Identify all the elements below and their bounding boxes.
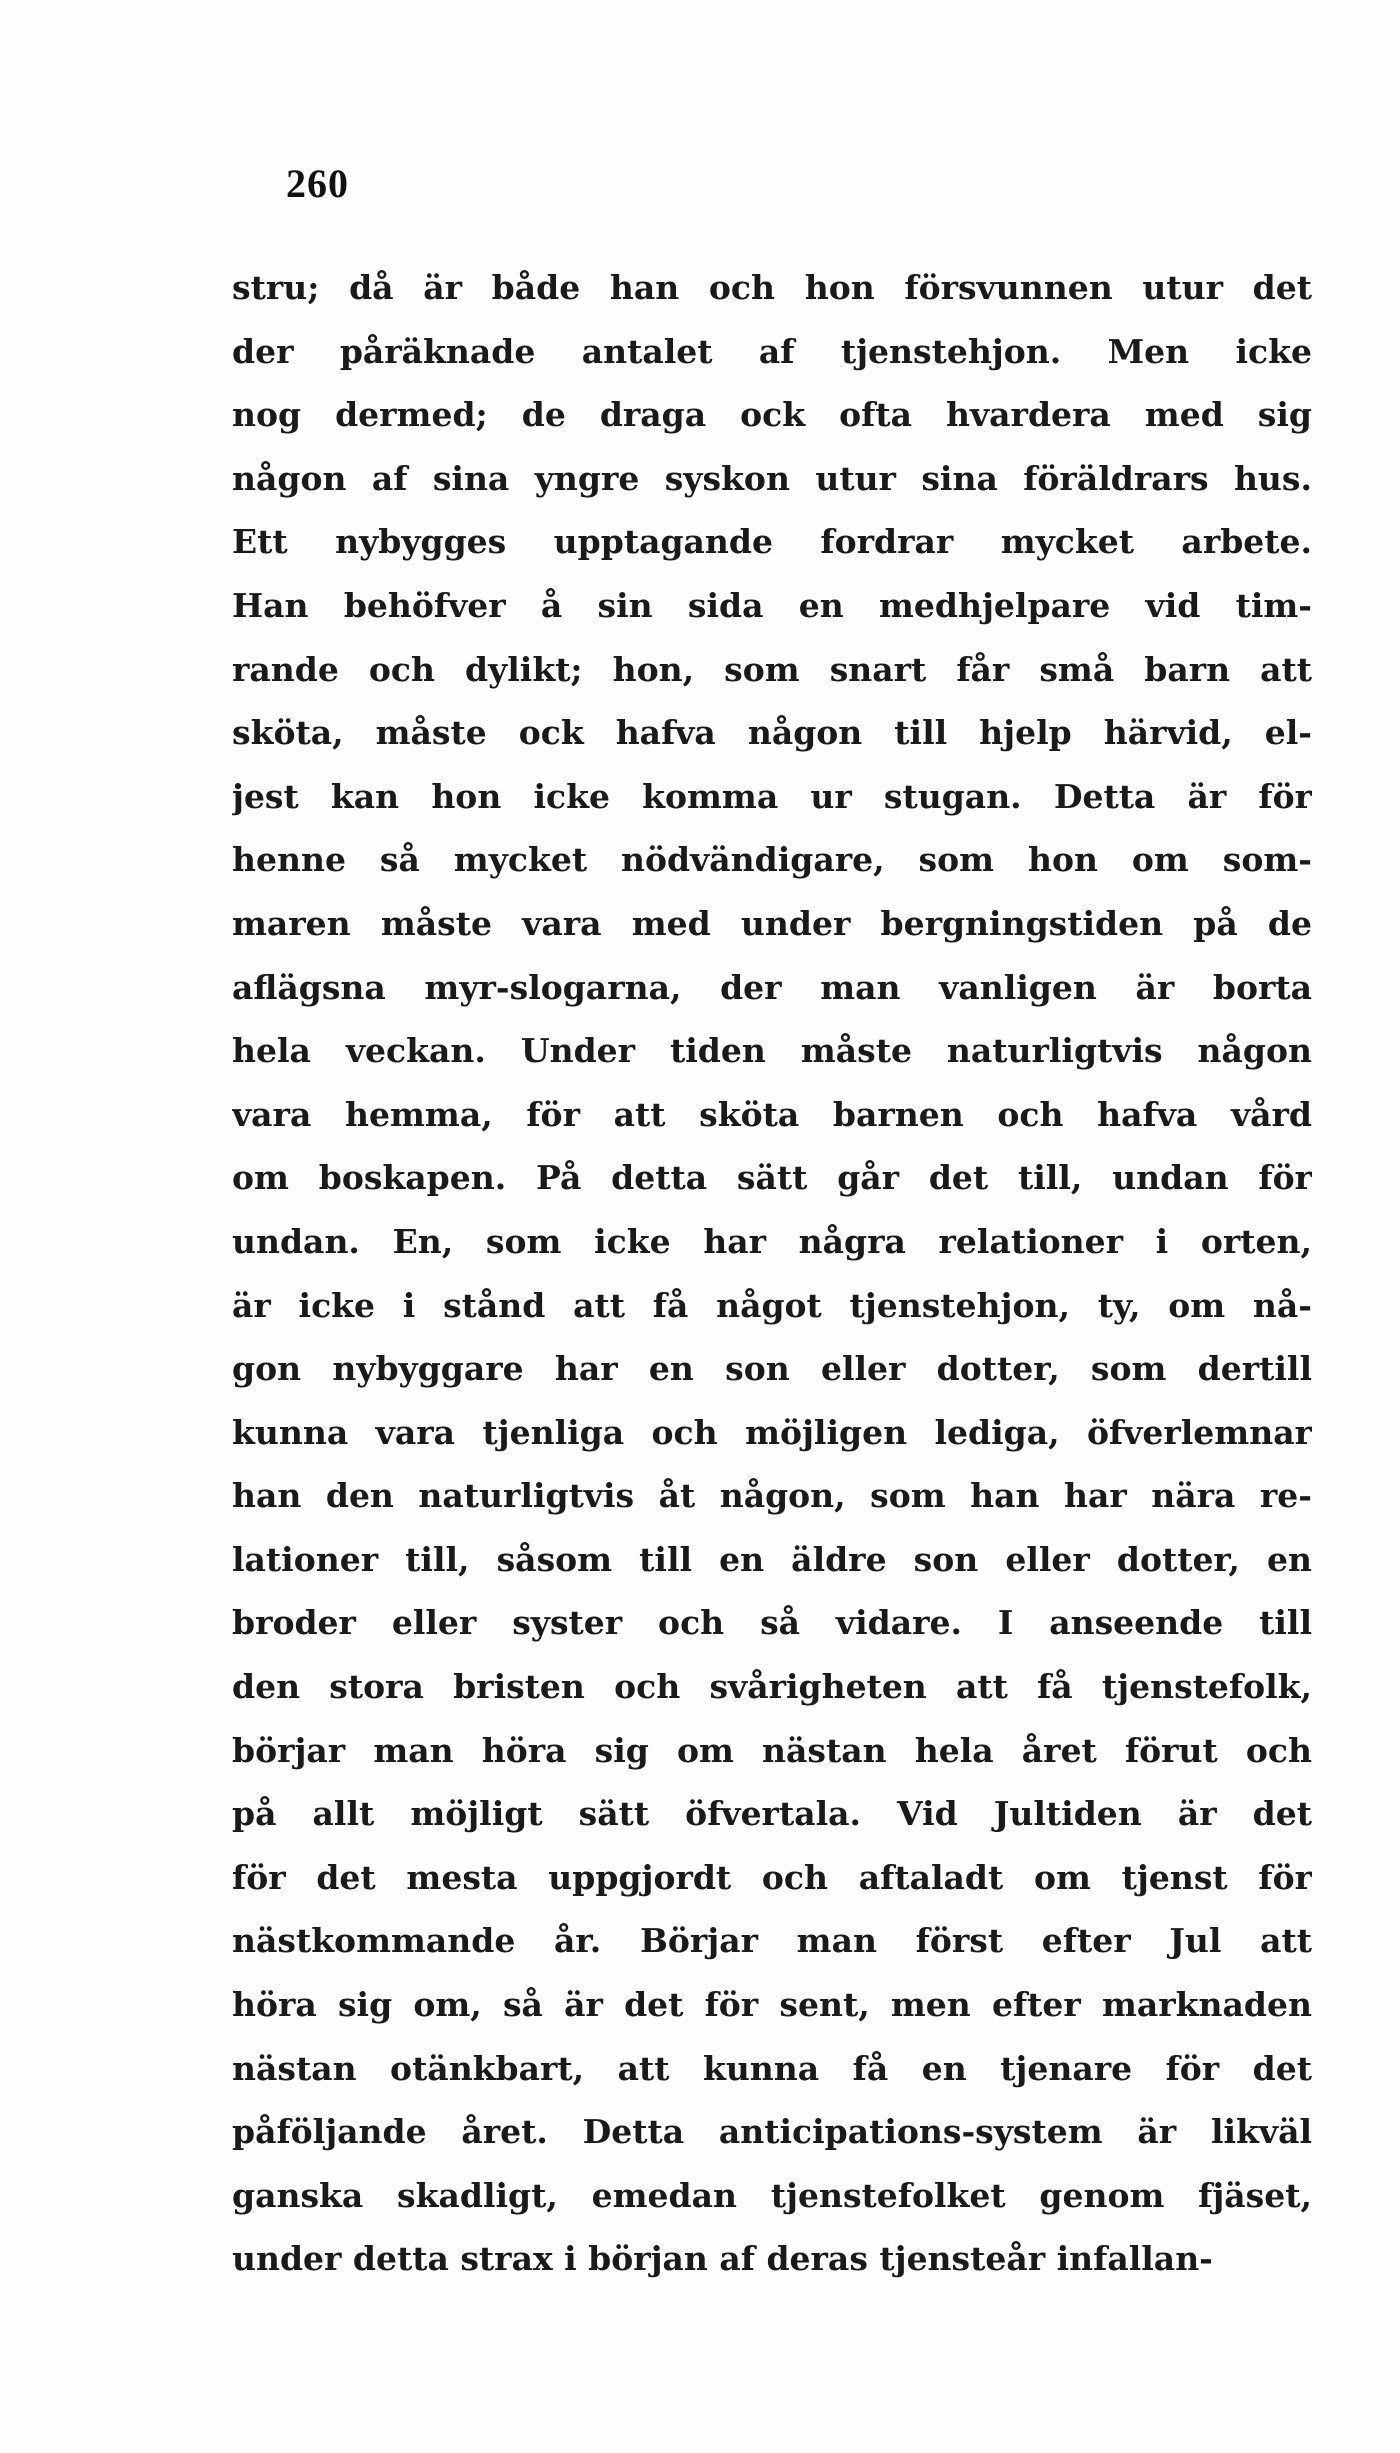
text-line: broder eller syster och så vidare. I anseende till (232, 1603, 1312, 1643)
page-number: 260 (286, 161, 349, 206)
text-line: den stora bristen och svårigheten att få tjenstefolk, (232, 1667, 1312, 1707)
text-line: på allt möjligt sätt öfvertala. Vid Jultiden är det (232, 1794, 1312, 1834)
text-line: rande och dylikt; hon, som snart får små barn att (232, 649, 1312, 689)
text-line: är icke i stånd att få något tjenstehjon, ty, om nå- (232, 1285, 1312, 1325)
text-line: hela veckan. Under tiden måste naturligtvis någon (232, 1031, 1312, 1071)
text-line: Ett nybygges upptagande fordrar mycket arbete. (232, 522, 1312, 562)
text-line: nog dermed; de draga ock ofta hvardera med sig (232, 395, 1312, 435)
text-line: nästkommande år. Börjar man först efter Jul att (232, 1921, 1312, 1961)
text-line: nästan otänkbart, att kunna få en tjenare för det (232, 2048, 1312, 2088)
text-line: sköta, måste ock hafva någon till hjelp härvid, el- (232, 713, 1312, 753)
text-line: Han behöfver å sin sida en medhjelpare vid tim- (232, 585, 1312, 625)
text-line: för det mesta uppgjordt och aftaladt om tjenst för (232, 1857, 1312, 1897)
text-line: kunna vara tjenliga och möjligen lediga, öfverlemnar (232, 1412, 1312, 1452)
text-line: lationer till, såsom till en äldre son eller dotter, en (232, 1539, 1312, 1579)
text-line: vara hemma, för att sköta barnen och hafva vård (232, 1094, 1312, 1134)
text-line: undan. En, som icke har några relationer i orten, (232, 1221, 1312, 1261)
text-line: stru; då är både han och hon försvunnen utur det (232, 268, 1312, 307)
text-line: påföljande året. Detta anticipations-system är likväl (232, 2112, 1312, 2152)
text-line: höra sig om, så är det för sent, men efter marknaden (232, 1985, 1312, 2025)
text-line: henne så mycket nödvändigare, som hon om som- (232, 840, 1312, 880)
text-line: aflägsna myr-slogarna, der man vanligen är borta (232, 967, 1312, 1007)
text-line: börjar man höra sig om nästan hela året förut och (232, 1730, 1312, 1770)
body-text (232, 256, 1312, 2291)
text-line: under detta strax i början af deras tjensteår infallan- (232, 2239, 1213, 2279)
text-line: gon nybyggare har en son eller dotter, som dertill (232, 1349, 1312, 1389)
text-line: någon af sina yngre syskon utur sina föräldrars hus. (232, 458, 1312, 498)
text-line: ganska skadligt, emedan tjenstefolket genom fjäset, (232, 2175, 1312, 2215)
text-line: maren måste vara med under bergningstiden på de (232, 903, 1312, 943)
text-line: der påräknade antalet af tjenstehjon. Men icke (232, 331, 1312, 371)
text-line: han den naturligtvis åt någon, som han har nära re- (232, 1476, 1312, 1516)
text-line: om boskapen. På detta sätt går det till, undan för (232, 1158, 1312, 1198)
text-line: jest kan hon icke komma ur stugan. Detta är för (232, 776, 1312, 816)
